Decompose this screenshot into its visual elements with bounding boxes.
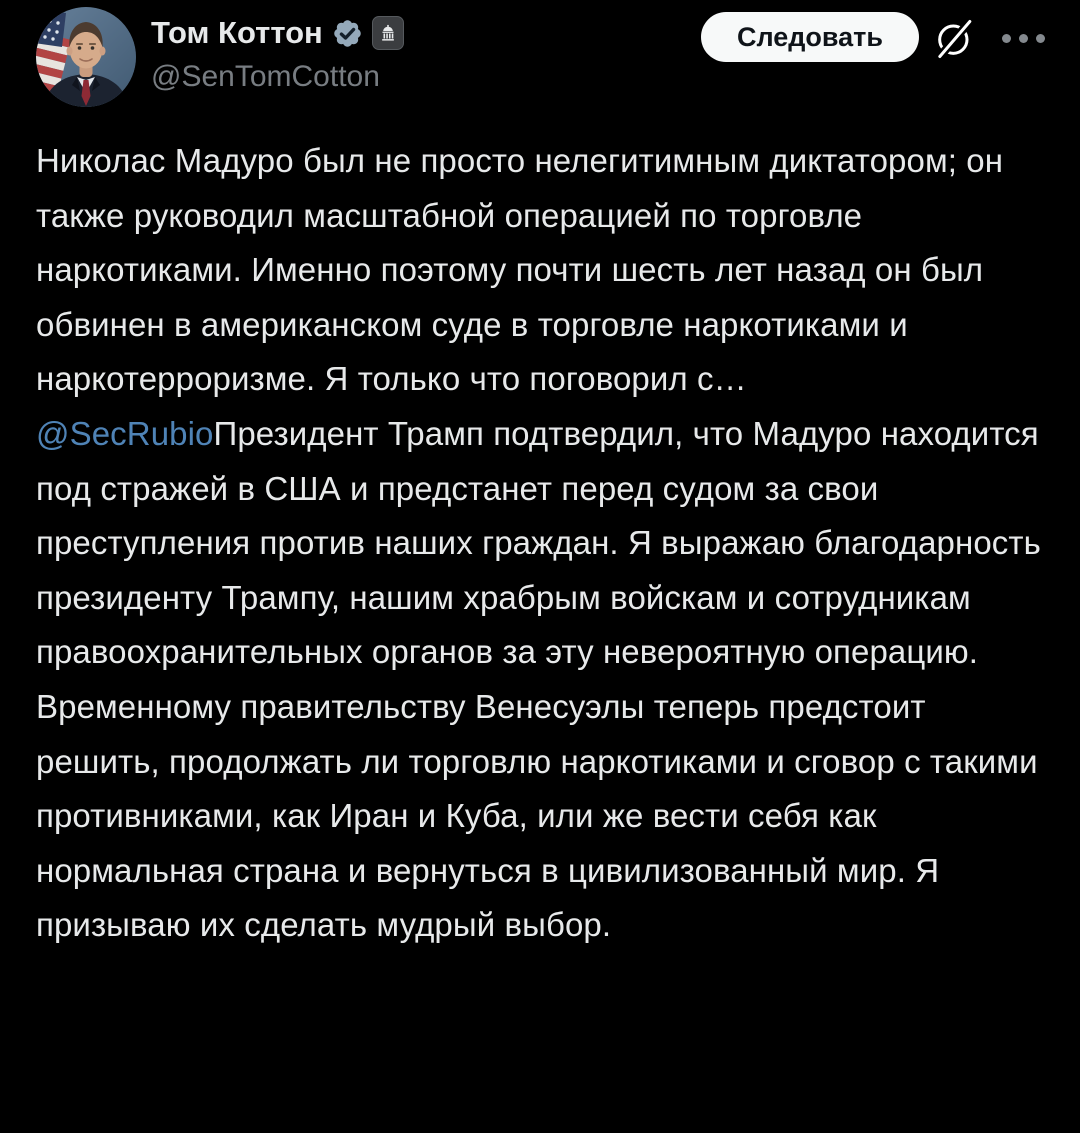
grok-icon[interactable] bbox=[934, 19, 974, 59]
avatar-portrait-graphic bbox=[36, 7, 136, 107]
mention-link-secrubio[interactable]: @SecRubio bbox=[36, 414, 214, 452]
more-menu-icon[interactable] bbox=[1002, 34, 1045, 43]
display-name[interactable]: Том Коттон bbox=[151, 15, 323, 50]
tweet-text bbox=[36, 134, 1048, 953]
tweet-text-before-mention: Николас Мадуро был не просто нелегитимным диктатором; он также руководил масштабной операцией по торговле наркотиками. Именно поэтому почти шесть лет назад он был обвинен в американском суде в торговле наркотиками и наркотерроризме. Я только что поговорил с… bbox=[36, 142, 1004, 398]
avatar[interactable] bbox=[36, 7, 136, 107]
follow-button[interactable]: Следовать bbox=[701, 12, 919, 62]
government-capitol-icon[interactable] bbox=[372, 16, 404, 50]
name-row bbox=[151, 13, 404, 53]
tweet-text-after-mention: Президент Трамп подтвердил, что Мадуро находится под стражей в США и предстанет перед судом за свои преступления против наших граждан. Я выражаю благодарность президенту Трампу, нашим храбрым войскам и сотрудникам правоохранительных органов за эту невероятную операцию. Временному правительству Венесуэлы теперь предстоит решить, продолжать ли торговлю наркотиками и сговор с такими противниками, как Иран и Куба, или же вести себя как нормальная страна и вернуться в цивилизованный мир. Я призываю их сделать мудрый выбор. bbox=[36, 414, 1041, 944]
verified-badge-icon[interactable] bbox=[332, 18, 363, 49]
user-handle[interactable]: @SenTomCotton bbox=[151, 60, 380, 93]
